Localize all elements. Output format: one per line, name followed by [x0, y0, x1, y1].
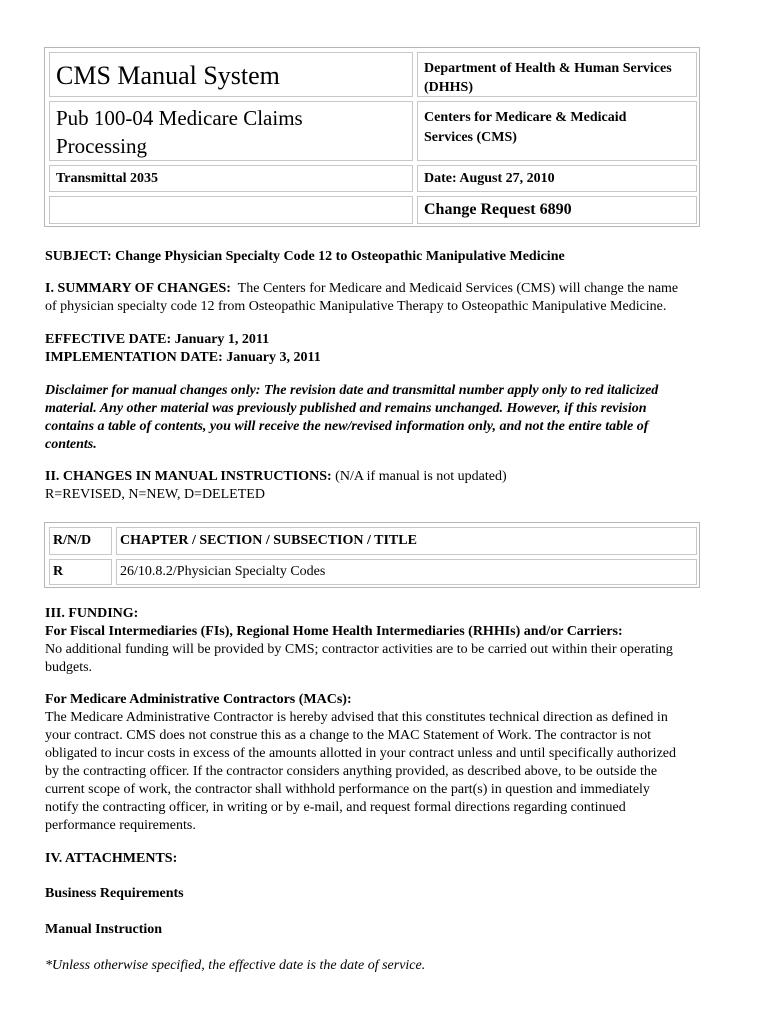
- pub-title: Pub 100-04 Medicare Claims Processing: [56, 106, 303, 158]
- fi-heading: For Fiscal Intermediaries (FIs), Regional Home Health Intermediaries (RHHIs) and/or Carriers:: [45, 624, 623, 639]
- header-cms-cell: [417, 101, 697, 161]
- mac-text-line-6: notify the contracting officer, in writing or by e-mail, and request formal directions regarding continued: [45, 800, 626, 815]
- subject-line: SUBJECT: Change Physician Specialty Code 12 to Osteopathic Manipulative Medicine: [45, 249, 565, 264]
- attachments-heading: IV. ATTACHMENTS:: [45, 851, 178, 866]
- mac-text-line-1: The Medicare Administrative Contractor is hereby advised that this constitutes technical direction as defined in: [45, 710, 668, 725]
- table-header-chapter: CHAPTER / SECTION / SUBSECTION / TITLE: [120, 533, 417, 548]
- changes-heading: [45, 468, 735, 486]
- effective-date: EFFECTIVE DATE: January 1, 2011: [45, 332, 270, 347]
- dept-line-1: Department of Health & Human Services: [424, 61, 672, 76]
- disclaimer-line-1: Disclaimer for manual changes only: The revision date and transmittal number apply only to red italicized: [45, 383, 659, 398]
- mac-text-line-4: by the contracting officer. If the contractor considers anything provided, as described above, to be outside the: [45, 764, 658, 779]
- attachment-business-requirements: Business Requirements: [45, 886, 184, 901]
- disclaimer-line-2: material. Any other material was previously published and remains unchanged. However, if this revision: [45, 401, 647, 416]
- attachment-manual-instruction: Manual Instruction: [45, 922, 163, 937]
- mac-text-line-5: current scope of work, the contractor shall withhold performance on the part(s) in question and immediately: [45, 782, 650, 797]
- fi-text-line-1: No additional funding will be provided by CMS; contractor activities are to be carried out within their operating: [45, 642, 673, 657]
- table-header-cell: [49, 527, 112, 555]
- changes-table: [44, 522, 700, 588]
- header-title-cell: [49, 52, 413, 97]
- dept-line-2: (DHHS): [424, 80, 473, 95]
- summary-text-1: The Centers for Medicare and Medicaid Services (CMS) will change the name: [237, 281, 679, 296]
- header-transmittal-cell: [49, 165, 413, 192]
- table-cell: [116, 559, 697, 585]
- effective-date-footnote: *Unless otherwise specified, the effective date is the date of service.: [45, 958, 426, 973]
- header-dept-cell: [417, 52, 697, 97]
- summary-line-1: [45, 280, 735, 298]
- changes-label: II. CHANGES IN MANUAL INSTRUCTIONS:: [45, 469, 332, 484]
- summary-line-2: of physician specialty code 12 from Osteopathic Manipulative Therapy to Osteopathic Manipulative Medicine.: [45, 299, 667, 314]
- header-pub-cell: [49, 101, 413, 161]
- header-date-cell: [417, 165, 697, 192]
- header-cr-cell: [417, 196, 697, 224]
- changes-legend: R=REVISED, N=NEW, D=DELETED: [45, 487, 265, 502]
- summary-label: I. SUMMARY OF CHANGES:: [45, 281, 231, 296]
- disclaimer-line-3: contains a table of contents, you will receive the new/revised information only, and not the entire table of: [45, 419, 649, 434]
- mac-text-line-7: performance requirements.: [45, 818, 196, 833]
- mac-heading: For Medicare Administrative Contractors (MACs):: [45, 692, 352, 707]
- mac-text-line-2: your contract. CMS does not construe this as a change to the MAC Statement of Work. The contractor is not: [45, 728, 652, 743]
- table-cell: [49, 559, 112, 585]
- transmittal-number: Transmittal 2035: [56, 171, 159, 186]
- header-empty-cell: [49, 196, 413, 224]
- transmittal-date: Date: August 27, 2010: [424, 171, 555, 186]
- table-row-rnd: R: [53, 564, 64, 579]
- fi-text-line-2: budgets.: [45, 660, 93, 675]
- header-table: [44, 47, 700, 227]
- disclaimer-line-4: contents.: [45, 437, 97, 452]
- table-header-cell: [116, 527, 697, 555]
- funding-heading: III. FUNDING:: [45, 606, 139, 621]
- manual-system-title: CMS Manual System: [56, 61, 280, 90]
- cms-line-2: Services (CMS): [424, 130, 517, 145]
- cms-line-1: Centers for Medicare & Medicaid: [424, 110, 627, 125]
- mac-text-line-3: obligated to incur costs in excess of the amounts allotted in your contract unless and until specifically authorized: [45, 746, 676, 761]
- table-row-chapter: 26/10.8.2/Physician Specialty Codes: [120, 564, 326, 579]
- table-header-rnd: R/N/D: [53, 533, 92, 548]
- change-request-number: Change Request 6890: [424, 201, 572, 218]
- implementation-date: IMPLEMENTATION DATE: January 3, 2011: [45, 350, 321, 365]
- changes-note: (N/A if manual is not updated): [335, 469, 507, 484]
